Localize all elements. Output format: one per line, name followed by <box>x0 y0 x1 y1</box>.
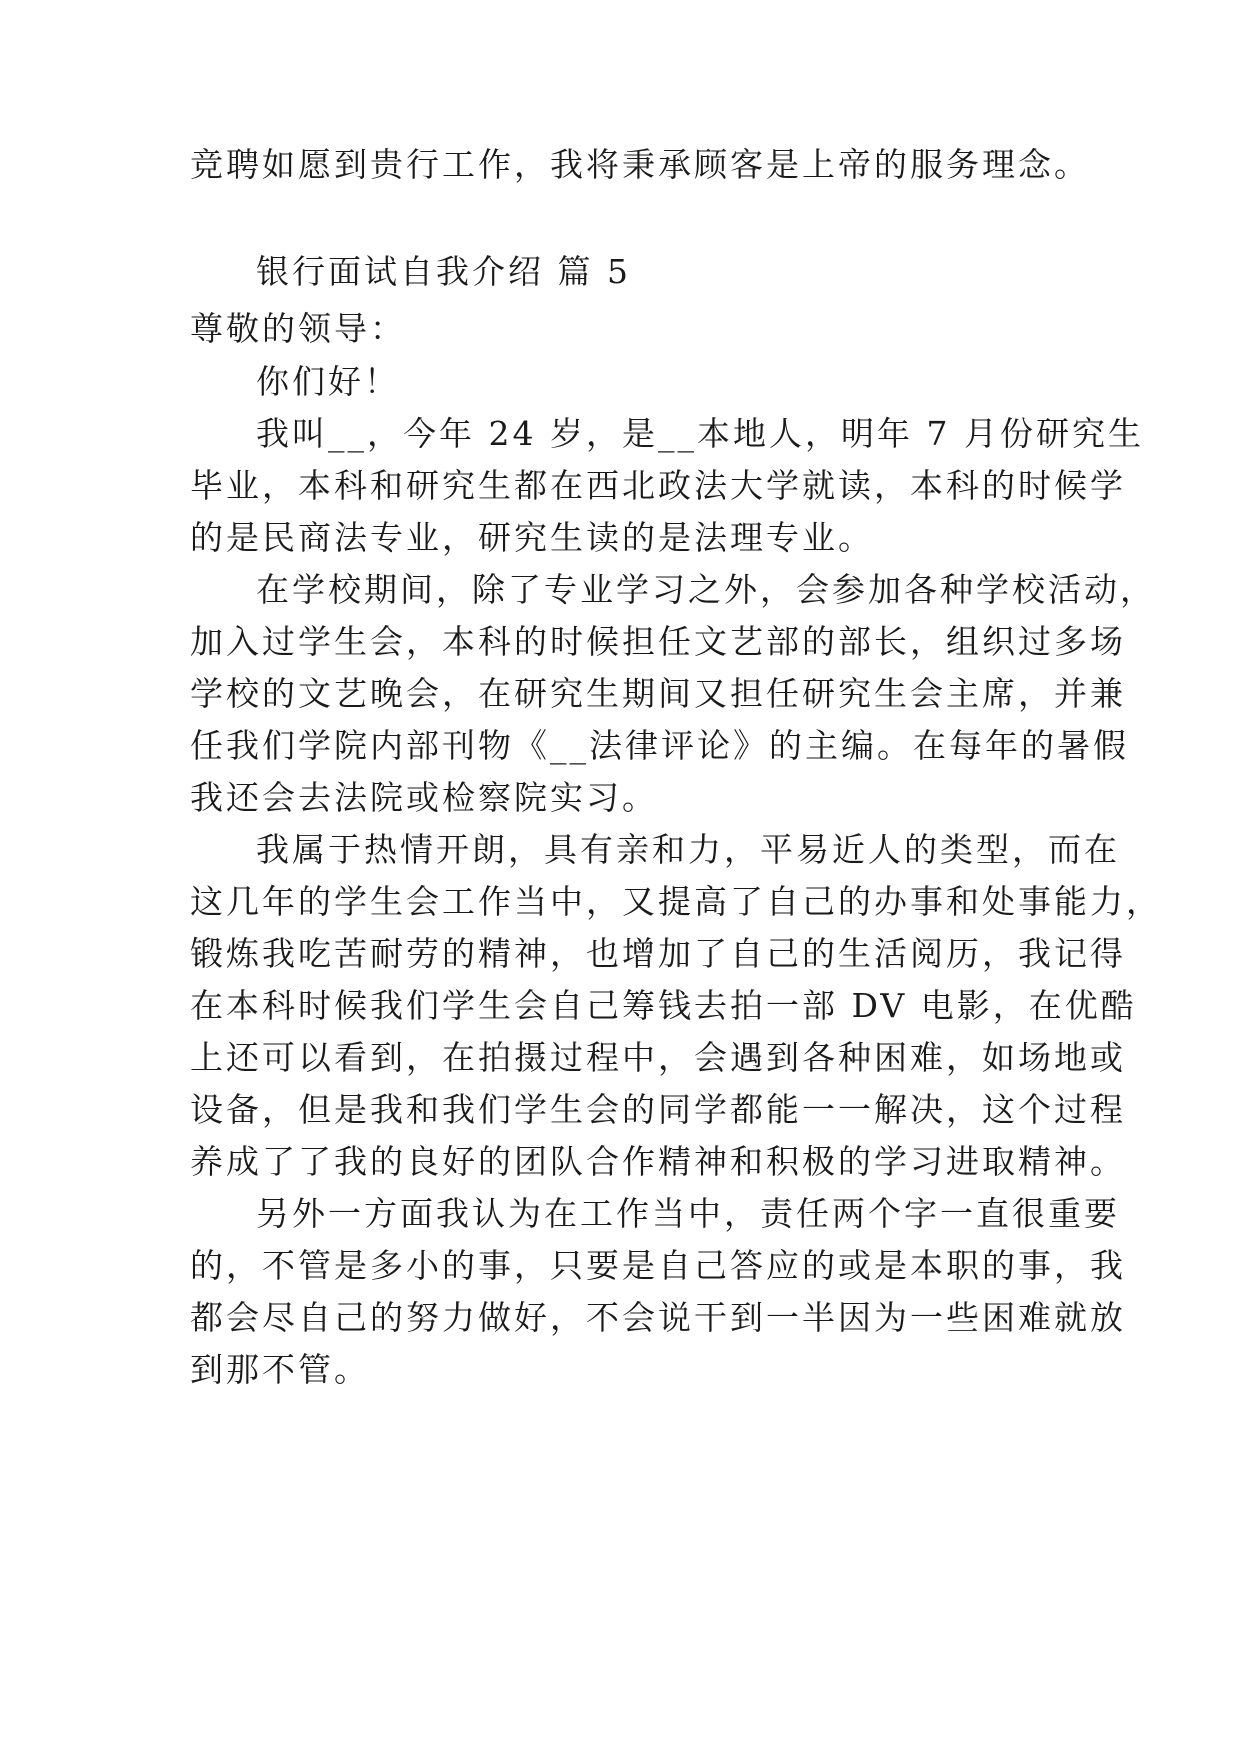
salutation: 尊敬的领导： <box>190 309 406 348</box>
paragraph-line: 设备，但是我和我们学生会的同学都能一一解决，这个过程 <box>190 1090 1126 1129</box>
paragraph-line: 的，不管是多小的事，只要是自己答应的或是本职的事，我 <box>190 1246 1126 1285</box>
section-title: 银行面试自我介绍 篇 5 <box>256 252 631 291</box>
paragraph-line: 加入过学生会，本科的时候担任文艺部的部长，组织过多场 <box>190 622 1126 661</box>
paragraph-line: 上还可以看到，在拍摄过程中，会遇到各种困难，如场地或 <box>190 1038 1126 1077</box>
paragraph-line: 我属于热情开朗，具有亲和力，平易近人的类型，而在 <box>256 830 1120 869</box>
paragraph-line: 毕业，本科和研究生都在西北政法大学就读，本科的时候学 <box>190 466 1126 505</box>
paragraph-line: 我叫__，今年 24 岁，是__本地人，明年 7 月份研究生 <box>256 414 1144 453</box>
paragraph-line: 我还会去法院或检察院实习。 <box>190 778 658 817</box>
greeting: 你们好！ <box>256 362 400 401</box>
paragraph-line: 任我们学院内部刊物《__法律评论》的主编。在每年的暑假 <box>190 726 1129 765</box>
paragraph-line: 学校的文艺晚会，在研究生期间又担任研究生会主席，并兼 <box>190 674 1126 713</box>
paragraph-line: 都会尽自己的努力做好，不会说干到一半因为一些困难就放 <box>190 1298 1126 1337</box>
paragraph-line: 另外一方面我认为在工作当中，责任两个字一直很重要 <box>256 1194 1120 1233</box>
paragraph-line: 锻炼我吃苦耐劳的精神，也增加了自己的生活阅历，我记得 <box>190 934 1126 973</box>
paragraph-line: 在学校期间，除了专业学习之外，会参加各种学校活动， <box>256 570 1156 609</box>
paragraph-line: 到那不管。 <box>190 1350 370 1389</box>
paragraph-line: 的是民商法专业，研究生读的是法理专业。 <box>190 518 874 557</box>
paragraph-line: 在本科时候我们学生会自己筹钱去拍一部 DV 电影，在优酷 <box>190 986 1137 1025</box>
intro-closing-line: 竞聘如愿到贵行工作，我将秉承顾客是上帝的服务理念。 <box>190 145 1090 184</box>
paragraph-line: 这几年的学生会工作当中，又提高了自己的办事和处事能力， <box>190 882 1162 921</box>
paragraph-line: 养成了了我的良好的团队合作精神和积极的学习进取精神。 <box>190 1142 1126 1181</box>
